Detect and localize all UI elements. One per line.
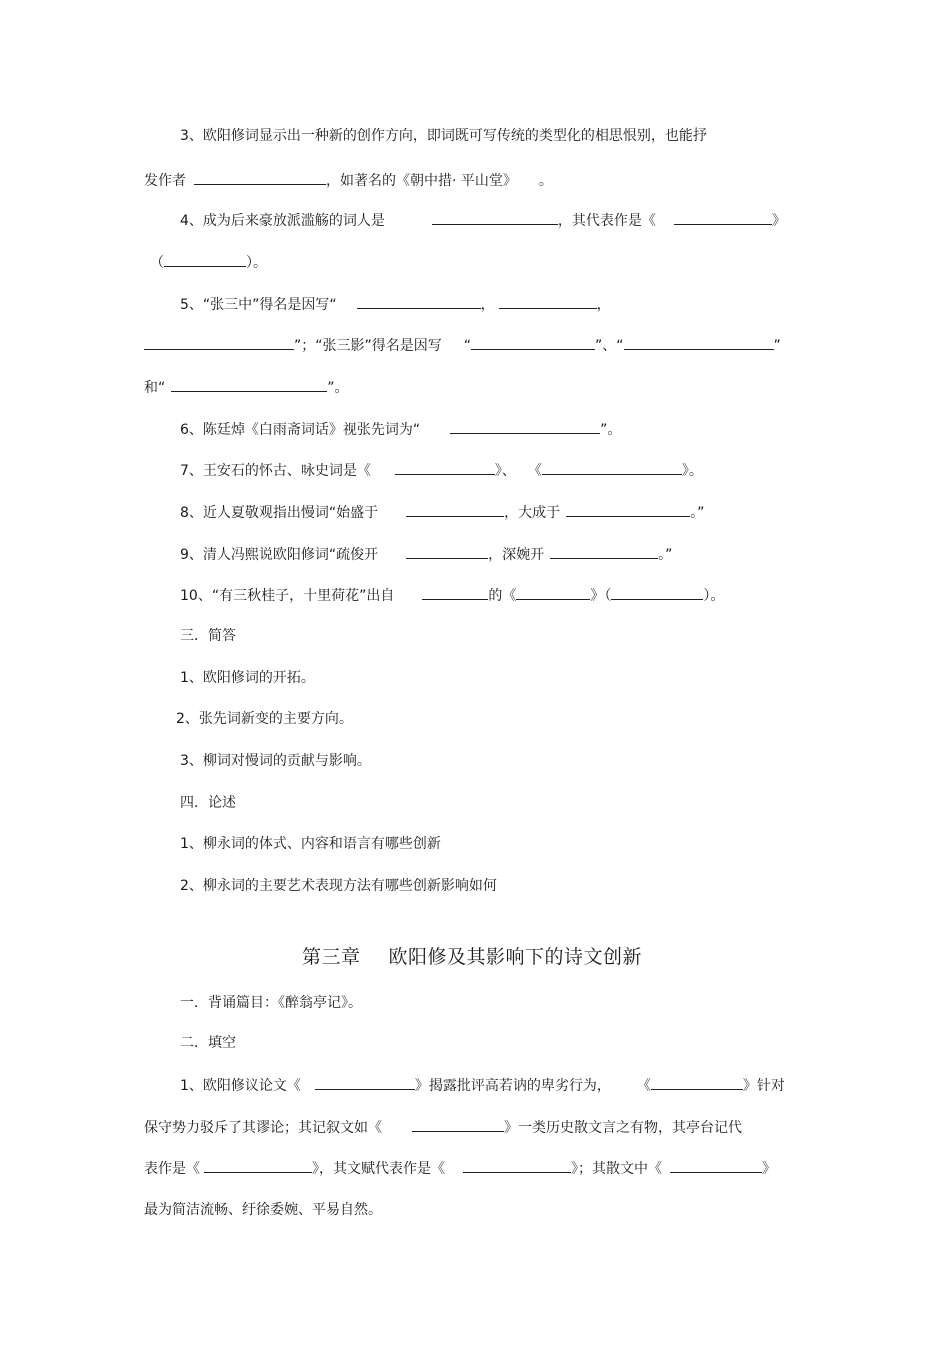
q4-text-a: 4、成为后来豪放派滥觞的词人是 [180,213,385,229]
blank-q4-3[interactable] [164,252,246,267]
sec3-item-1: 1、欧阳修词的开拓。 [180,670,315,686]
q5-text-e: “ [463,338,472,354]
ch-q1-line4: 最为简洁流畅、纡徐委婉、平易自然。 [144,1202,382,1218]
q9-line [180,544,672,564]
blank-q6-1[interactable] [450,419,600,434]
sec3-item-3: 3、柳词对慢词的贡献与影响。 [180,753,371,769]
q9-text-c: 。” [658,547,673,563]
blank-q9-1[interactable] [406,544,488,559]
fill-heading: 二．填空 [180,1035,236,1051]
blank-q5-1[interactable] [357,294,481,309]
q4-text-b: ，其代表作是《 [557,213,656,229]
q10-text-d: ）。 [703,588,725,604]
q4-text-c: 》 [771,213,786,229]
ch-q1-text-g: 表作是《 [144,1161,200,1177]
q7-text-d: 》。 [681,463,703,479]
q5-text-b: ， [480,297,495,313]
q5-text-a: 5、“张三中”得名是因写“ [180,297,337,313]
blank-q7-2[interactable] [542,460,682,475]
q8-line [180,502,704,522]
q5-text-h: 和“ [144,380,166,396]
blank-ch-q1-4[interactable] [204,1158,312,1173]
q6-line [180,419,621,439]
blank-q5-6[interactable] [171,377,327,392]
q5-line1 [180,294,611,314]
blank-q8-1[interactable] [406,502,504,517]
blank-ch-q1-6[interactable] [670,1158,762,1173]
q5-text-c: ， [596,297,611,313]
q8-text-c: 。” [690,505,705,521]
q3-text-b: ，如著名的《朝中措· 平山堂》 [326,173,517,189]
blank-q9-2[interactable] [550,544,658,559]
blank-ch-q1-3[interactable] [412,1117,504,1132]
section-3-heading: 三．简答 [180,628,236,644]
chapter-number: 第三章 [302,946,361,968]
blank-q5-4[interactable] [471,335,595,350]
ch-q1-line3 [144,1158,776,1178]
q6-text-a: 6、陈廷焯《白雨斋词话》视张先词为“ [180,422,421,438]
q5-text-d: ”；“张三影”得名是因写 [294,338,442,354]
ch-q1-text-a: 1、欧阳修议论文《 [180,1078,301,1094]
q3-line2 [144,170,553,190]
q7-line [180,460,703,480]
recite-line: 一．背诵篇目：《醉翁亭记》。 [180,995,362,1011]
q4-line1 [180,210,786,230]
blank-ch-q1-1[interactable] [315,1075,415,1090]
q8-text-a: 8、近人夏敬观指出慢词“始盛于 [180,505,379,521]
q3-line1: 3、欧阳修词显示出一种新的创作方向，即词既可写传统的类型化的相思恨别，也能抒 [180,128,707,144]
q5-text-g: ” [773,338,781,354]
blank-q5-2[interactable] [499,294,597,309]
q9-text-a: 9、清人冯熙说欧阳修词“疏俊开 [180,547,379,563]
ch-q1-text-f: 》一类历史散文言之有物，其亭台记代 [504,1120,742,1136]
ch-q1-text-i: 》；其散文中《 [571,1161,662,1177]
blank-q4-1[interactable] [432,210,558,225]
ch-q1-line2 [144,1117,742,1137]
sec3-item-2: 2、张先词新变的主要方向。 [176,711,353,727]
q5-line2 [144,335,781,355]
q8-text-b: ，大成于 [504,505,561,521]
ch-q1-text-d: 》针对 [742,1078,785,1094]
q5-text-i: ”。 [327,380,349,396]
blank-q8-2[interactable] [566,502,690,517]
q4-line2 [150,252,267,272]
ch-q1-line1 [180,1075,785,1095]
chapter-name: 欧阳修及其影响下的诗文创新 [388,946,643,968]
blank-ch-q1-5[interactable] [463,1158,571,1173]
q5-text-f: ”、“ [595,338,624,354]
q10-text-b: 的《 [488,588,517,604]
chapter-title [302,944,642,970]
ch-q1-text-e: 保守势力驳斥了其谬论；其记叙文如《 [144,1120,382,1136]
blank-ch-q1-2[interactable] [651,1075,743,1090]
q10-line [180,585,724,605]
q7-text-a: 7、王安石的怀古、咏史词是《 [180,463,371,479]
blank-q4-2[interactable] [674,210,772,225]
blank-q10-1[interactable] [422,585,488,600]
q4-text-e: ）。 [246,255,267,271]
blank-q3-1[interactable] [194,170,326,185]
ch-q1-text-c: 《 [636,1078,651,1094]
sec4-item-2: 2、柳永词的主要艺术表现方法有哪些创新影响如何 [180,878,497,894]
q9-text-b: ，深婉开 [488,547,545,563]
sec4-item-1: 1、柳永词的体式、内容和语言有哪些创新 [180,836,441,852]
ch-q1-text-j: 》 [762,1161,776,1177]
q3-text-c: 。 [538,173,553,189]
blank-q7-1[interactable] [395,460,495,475]
q5-line3 [144,377,349,397]
q10-text-c: 》（ [590,588,612,604]
q7-text-c: 《 [527,463,542,479]
section-4-heading: 四．论述 [180,795,236,811]
blank-q5-5[interactable] [624,335,774,350]
q6-text-b: ”。 [600,422,622,438]
blank-q5-3[interactable] [144,335,294,350]
q3-text-a: 发作者 [144,173,186,189]
q4-text-d: （ [150,255,164,271]
q7-text-b: 》、 [494,463,516,479]
ch-q1-text-b: 》揭露批评高若讷的卑劣行为， [414,1078,611,1094]
ch-q1-text-h: 》，其文赋代表作是《 [312,1161,445,1177]
q10-text-a: 10、“有三秋桂子，十里荷花”出自 [180,588,395,604]
blank-q10-2[interactable] [516,585,590,600]
blank-q10-3[interactable] [611,585,703,600]
